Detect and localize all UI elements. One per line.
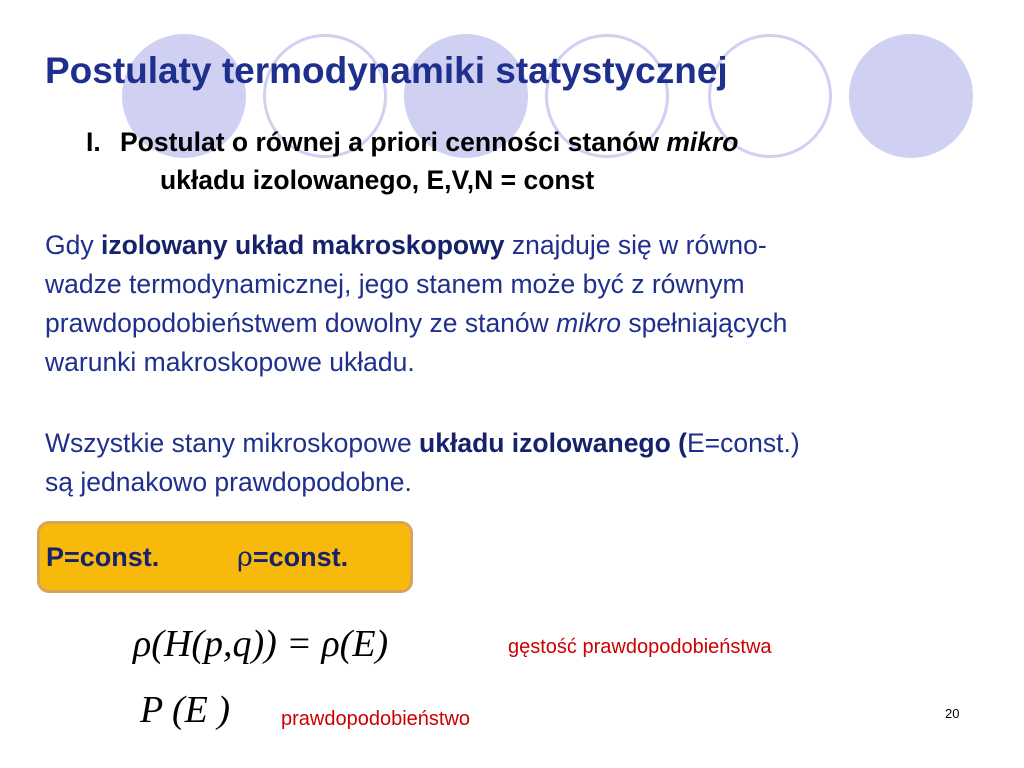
constant-box	[37, 521, 413, 593]
density-formula: ρ(H(p,q)) = ρ(E)	[133, 623, 389, 665]
postulate-text: Postulat o równej a priori cenności stanów	[120, 127, 659, 157]
paragraph1-line-1	[45, 226, 787, 265]
p1-italic-term: mikro	[556, 308, 621, 338]
rho-const-text	[237, 542, 348, 573]
decor-circle-6	[849, 34, 973, 158]
density-note: gęstość prawdopodobieństwa	[508, 636, 772, 658]
page-number: 20	[945, 706, 960, 721]
paragraph2-line-2: są jednakowo prawdopodobne.	[45, 467, 412, 497]
postulate-line-1	[86, 127, 738, 158]
p1-text-c: prawdopodobieństwem dowolny ze stanów	[45, 308, 557, 338]
postulate-number: I.	[86, 127, 101, 157]
paragraph2-line-1	[45, 424, 800, 463]
rho-symbol: ρ	[237, 542, 253, 573]
probability-note: prawdopodobieństwo	[281, 708, 471, 730]
p1-text-a: Gdy	[45, 230, 101, 260]
p1-bold-term: izolowany układ makroskopowy	[100, 230, 505, 260]
slide-title: Postulaty termodynamiki statystycznej	[45, 50, 728, 91]
paragraph-isolated-system	[45, 226, 787, 382]
p1-text-b: znajduje się w równo-	[504, 230, 767, 260]
paragraph1-line-2: wadze termodynamicznej, jego stanem może być z równym	[45, 269, 745, 299]
p2-text-b: E=const.)	[687, 428, 800, 458]
probability-formula: P (E )	[140, 689, 231, 731]
postulate-italic: mikro	[666, 127, 739, 157]
p2-text-a: Wszystkie stany mikroskopowe	[45, 428, 420, 458]
paragraph1-line-4: warunki makroskopowe układu.	[45, 347, 415, 377]
p-const-text: P=const.	[46, 542, 160, 572]
paragraph1-line-3	[45, 304, 787, 343]
paragraph-microstates	[45, 424, 800, 502]
p1-text-d: spełniających	[620, 308, 788, 338]
postulate-line-2: układu izolowanego, E,V,N = const	[160, 165, 595, 195]
p2-bold-term: układu izolowanego (	[419, 428, 687, 458]
rho-const-value: =const.	[252, 542, 349, 572]
